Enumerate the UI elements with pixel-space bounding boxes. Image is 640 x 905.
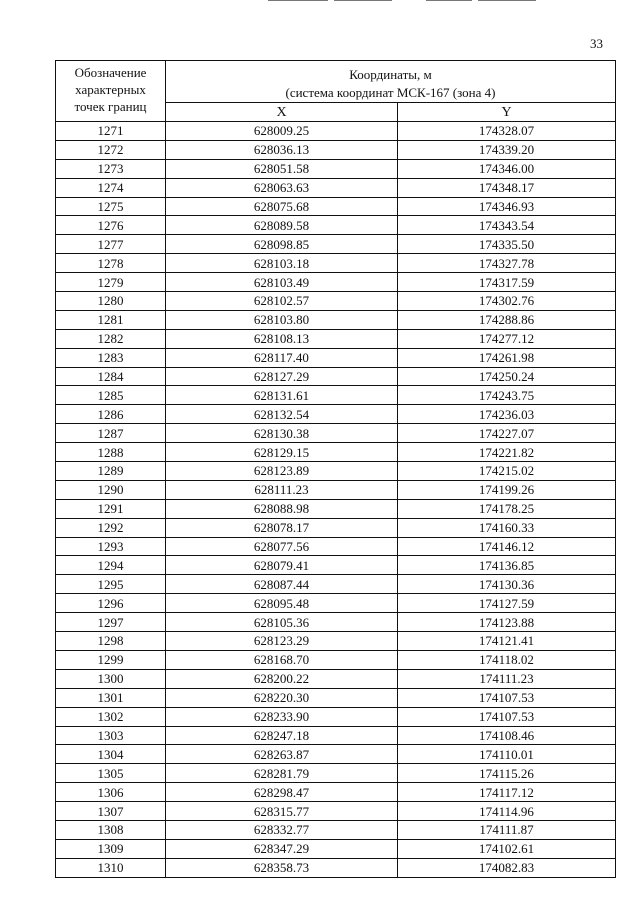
x-coordinate-cell: 628315.77 bbox=[166, 802, 398, 821]
point-id-cell: 1308 bbox=[56, 820, 166, 839]
point-id-cell: 1297 bbox=[56, 613, 166, 632]
point-id-cell: 1279 bbox=[56, 273, 166, 292]
y-coordinate-cell: 174111.87 bbox=[398, 820, 616, 839]
x-coordinate-cell: 628111.23 bbox=[166, 480, 398, 499]
point-id-cell: 1296 bbox=[56, 594, 166, 613]
table-row bbox=[56, 386, 616, 405]
table-row bbox=[56, 594, 616, 613]
table-row bbox=[56, 348, 616, 367]
y-coordinate-cell: 174236.03 bbox=[398, 405, 616, 424]
y-coordinate-cell: 174115.26 bbox=[398, 764, 616, 783]
top-scan-rule bbox=[426, 0, 472, 1]
table-row bbox=[56, 216, 616, 235]
x-coordinate-cell: 628123.89 bbox=[166, 462, 398, 481]
x-coordinate-cell: 628168.70 bbox=[166, 650, 398, 669]
x-coordinate-cell: 628077.56 bbox=[166, 537, 398, 556]
table-row bbox=[56, 858, 616, 877]
point-id-cell: 1284 bbox=[56, 367, 166, 386]
points-header-line: характерных bbox=[75, 82, 146, 97]
y-coordinate-cell: 174123.88 bbox=[398, 613, 616, 632]
table-row bbox=[56, 462, 616, 481]
point-id-cell: 1273 bbox=[56, 159, 166, 178]
x-coordinate-cell: 628131.61 bbox=[166, 386, 398, 405]
x-coordinate-cell: 628051.58 bbox=[166, 159, 398, 178]
table-row bbox=[56, 688, 616, 707]
y-coordinate-cell: 174199.26 bbox=[398, 480, 616, 499]
y-coordinate-cell: 174160.33 bbox=[398, 518, 616, 537]
coordinates-title: Координаты, м bbox=[349, 67, 432, 82]
x-coordinate-cell: 628088.98 bbox=[166, 499, 398, 518]
y-coordinate-cell: 174277.12 bbox=[398, 329, 616, 348]
y-coordinate-cell: 174343.54 bbox=[398, 216, 616, 235]
top-scan-rule bbox=[334, 0, 392, 1]
point-id-cell: 1271 bbox=[56, 122, 166, 141]
point-id-cell: 1282 bbox=[56, 329, 166, 348]
table-row bbox=[56, 726, 616, 745]
point-id-cell: 1277 bbox=[56, 235, 166, 254]
top-scan-rule bbox=[478, 0, 536, 1]
table-row bbox=[56, 235, 616, 254]
y-column-header: Y bbox=[398, 103, 616, 122]
x-coordinate-cell: 628103.18 bbox=[166, 254, 398, 273]
y-coordinate-cell: 174348.17 bbox=[398, 178, 616, 197]
table-row bbox=[56, 310, 616, 329]
table-row bbox=[56, 140, 616, 159]
x-coordinate-cell: 628098.85 bbox=[166, 235, 398, 254]
y-coordinate-cell: 174121.41 bbox=[398, 632, 616, 651]
coordinates-header bbox=[166, 61, 616, 103]
y-coordinate-cell: 174178.25 bbox=[398, 499, 616, 518]
x-coordinate-cell: 628132.54 bbox=[166, 405, 398, 424]
point-id-cell: 1287 bbox=[56, 424, 166, 443]
table-row bbox=[56, 499, 616, 518]
table-row bbox=[56, 802, 616, 821]
table-row bbox=[56, 178, 616, 197]
table-row bbox=[56, 197, 616, 216]
y-coordinate-cell: 174261.98 bbox=[398, 348, 616, 367]
table-row bbox=[56, 820, 616, 839]
point-id-cell: 1295 bbox=[56, 575, 166, 594]
point-id-cell: 1302 bbox=[56, 707, 166, 726]
x-coordinate-cell: 628102.57 bbox=[166, 292, 398, 311]
point-id-cell: 1290 bbox=[56, 480, 166, 499]
x-coordinate-cell: 628089.58 bbox=[166, 216, 398, 235]
y-coordinate-cell: 174114.96 bbox=[398, 802, 616, 821]
x-coordinate-cell: 628103.80 bbox=[166, 310, 398, 329]
point-id-cell: 1293 bbox=[56, 537, 166, 556]
y-coordinate-cell: 174328.07 bbox=[398, 122, 616, 141]
points-header-line: точек границ bbox=[74, 99, 147, 114]
y-coordinate-cell: 174127.59 bbox=[398, 594, 616, 613]
x-coordinate-cell: 628130.38 bbox=[166, 424, 398, 443]
x-coordinate-cell: 628233.90 bbox=[166, 707, 398, 726]
y-coordinate-cell: 174317.59 bbox=[398, 273, 616, 292]
x-coordinate-cell: 628347.29 bbox=[166, 839, 398, 858]
point-id-cell: 1292 bbox=[56, 518, 166, 537]
point-id-cell: 1304 bbox=[56, 745, 166, 764]
points-column-header bbox=[56, 61, 166, 122]
table-row bbox=[56, 405, 616, 424]
y-coordinate-cell: 174243.75 bbox=[398, 386, 616, 405]
point-id-cell: 1275 bbox=[56, 197, 166, 216]
page-number: 33 bbox=[590, 36, 603, 51]
x-coordinate-cell: 628036.13 bbox=[166, 140, 398, 159]
table-row bbox=[56, 480, 616, 499]
x-coordinate-cell: 628127.29 bbox=[166, 367, 398, 386]
table-row bbox=[56, 122, 616, 141]
point-id-cell: 1281 bbox=[56, 310, 166, 329]
table-row bbox=[56, 292, 616, 311]
x-coordinate-cell: 628095.48 bbox=[166, 594, 398, 613]
point-id-cell: 1272 bbox=[56, 140, 166, 159]
x-coordinate-cell: 628281.79 bbox=[166, 764, 398, 783]
point-id-cell: 1294 bbox=[56, 556, 166, 575]
table-row bbox=[56, 518, 616, 537]
point-id-cell: 1283 bbox=[56, 348, 166, 367]
x-coordinate-cell: 628263.87 bbox=[166, 745, 398, 764]
table-row bbox=[56, 329, 616, 348]
y-coordinate-cell: 174227.07 bbox=[398, 424, 616, 443]
point-id-cell: 1285 bbox=[56, 386, 166, 405]
table-body bbox=[56, 122, 616, 878]
point-id-cell: 1298 bbox=[56, 632, 166, 651]
table-row bbox=[56, 839, 616, 858]
table-row bbox=[56, 783, 616, 802]
x-coordinate-cell: 628105.36 bbox=[166, 613, 398, 632]
table-row bbox=[56, 254, 616, 273]
x-coordinate-cell: 628079.41 bbox=[166, 556, 398, 575]
x-coordinate-cell: 628220.30 bbox=[166, 688, 398, 707]
y-coordinate-cell: 174221.82 bbox=[398, 443, 616, 462]
point-id-cell: 1274 bbox=[56, 178, 166, 197]
table-row bbox=[56, 556, 616, 575]
y-coordinate-cell: 174107.53 bbox=[398, 688, 616, 707]
x-coordinate-cell: 628108.13 bbox=[166, 329, 398, 348]
table-row bbox=[56, 443, 616, 462]
x-coordinate-cell: 628129.15 bbox=[166, 443, 398, 462]
table-row bbox=[56, 650, 616, 669]
y-coordinate-cell: 174111.23 bbox=[398, 669, 616, 688]
y-coordinate-cell: 174346.93 bbox=[398, 197, 616, 216]
table-row bbox=[56, 632, 616, 651]
point-id-cell: 1310 bbox=[56, 858, 166, 877]
x-coordinate-cell: 628123.29 bbox=[166, 632, 398, 651]
table-row bbox=[56, 575, 616, 594]
x-coordinate-cell: 628103.49 bbox=[166, 273, 398, 292]
points-header-line: Обозначение bbox=[74, 65, 147, 80]
point-id-cell: 1305 bbox=[56, 764, 166, 783]
point-id-cell: 1280 bbox=[56, 292, 166, 311]
y-coordinate-cell: 174117.12 bbox=[398, 783, 616, 802]
table-row bbox=[56, 669, 616, 688]
x-coordinate-cell: 628075.68 bbox=[166, 197, 398, 216]
table-row bbox=[56, 424, 616, 443]
point-id-cell: 1289 bbox=[56, 462, 166, 481]
point-id-cell: 1278 bbox=[56, 254, 166, 273]
x-coordinate-cell: 628247.18 bbox=[166, 726, 398, 745]
table-row bbox=[56, 707, 616, 726]
x-coordinate-cell: 628117.40 bbox=[166, 348, 398, 367]
point-id-cell: 1286 bbox=[56, 405, 166, 424]
y-coordinate-cell: 174110.01 bbox=[398, 745, 616, 764]
x-coordinate-cell: 628298.47 bbox=[166, 783, 398, 802]
y-coordinate-cell: 174107.53 bbox=[398, 707, 616, 726]
y-coordinate-cell: 174288.86 bbox=[398, 310, 616, 329]
table-row bbox=[56, 273, 616, 292]
point-id-cell: 1300 bbox=[56, 669, 166, 688]
y-coordinate-cell: 174118.02 bbox=[398, 650, 616, 669]
point-id-cell: 1299 bbox=[56, 650, 166, 669]
y-coordinate-cell: 174346.00 bbox=[398, 159, 616, 178]
y-coordinate-cell: 174327.78 bbox=[398, 254, 616, 273]
y-coordinate-cell: 174082.83 bbox=[398, 858, 616, 877]
y-coordinate-cell: 174215.02 bbox=[398, 462, 616, 481]
y-coordinate-cell: 174339.20 bbox=[398, 140, 616, 159]
y-coordinate-cell: 174102.61 bbox=[398, 839, 616, 858]
table-row bbox=[56, 745, 616, 764]
table-row bbox=[56, 367, 616, 386]
point-id-cell: 1307 bbox=[56, 802, 166, 821]
y-coordinate-cell: 174335.50 bbox=[398, 235, 616, 254]
coordinates-table bbox=[55, 60, 616, 878]
y-coordinate-cell: 174108.46 bbox=[398, 726, 616, 745]
point-id-cell: 1291 bbox=[56, 499, 166, 518]
x-coordinate-cell: 628358.73 bbox=[166, 858, 398, 877]
y-coordinate-cell: 174146.12 bbox=[398, 537, 616, 556]
coordinate-system: (система координат МСК-167 (зона 4) bbox=[285, 85, 496, 100]
table-row bbox=[56, 537, 616, 556]
x-column-header: X bbox=[166, 103, 398, 122]
y-coordinate-cell: 174250.24 bbox=[398, 367, 616, 386]
point-id-cell: 1288 bbox=[56, 443, 166, 462]
y-coordinate-cell: 174136.85 bbox=[398, 556, 616, 575]
point-id-cell: 1309 bbox=[56, 839, 166, 858]
table-row bbox=[56, 764, 616, 783]
table-row bbox=[56, 613, 616, 632]
point-id-cell: 1301 bbox=[56, 688, 166, 707]
x-coordinate-cell: 628009.25 bbox=[166, 122, 398, 141]
x-coordinate-cell: 628332.77 bbox=[166, 820, 398, 839]
y-coordinate-cell: 174302.76 bbox=[398, 292, 616, 311]
top-scan-rule bbox=[268, 0, 328, 1]
y-coordinate-cell: 174130.36 bbox=[398, 575, 616, 594]
x-coordinate-cell: 628078.17 bbox=[166, 518, 398, 537]
x-coordinate-cell: 628063.63 bbox=[166, 178, 398, 197]
point-id-cell: 1276 bbox=[56, 216, 166, 235]
x-coordinate-cell: 628087.44 bbox=[166, 575, 398, 594]
table-row bbox=[56, 159, 616, 178]
point-id-cell: 1306 bbox=[56, 783, 166, 802]
x-coordinate-cell: 628200.22 bbox=[166, 669, 398, 688]
point-id-cell: 1303 bbox=[56, 726, 166, 745]
